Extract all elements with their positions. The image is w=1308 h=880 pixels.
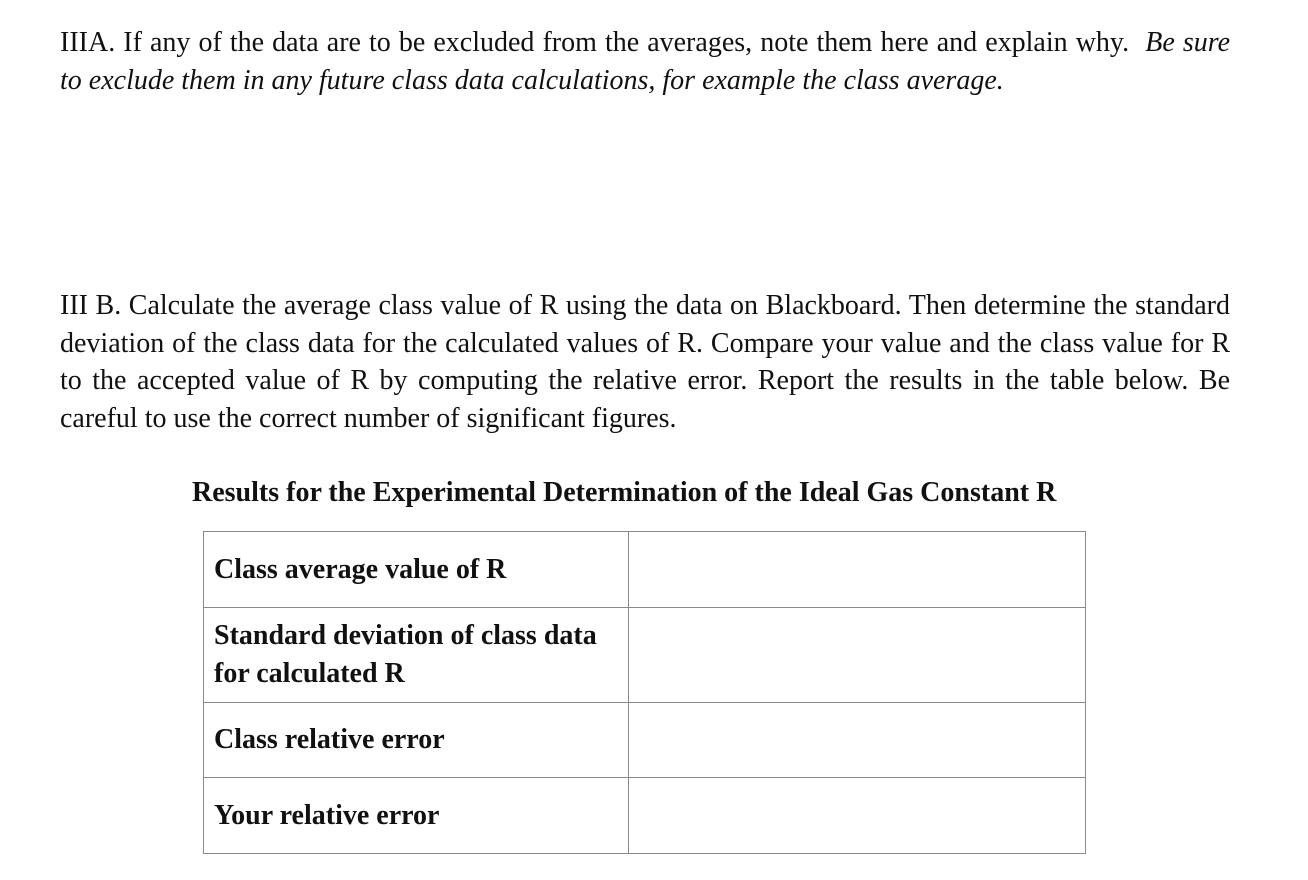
results-table-title: Results for the Experimental Determination of the Ideal Gas Constant R (192, 477, 1057, 508)
answer-cell-class-relative-error[interactable] (628, 703, 1085, 778)
answer-cell-standard-deviation[interactable] (628, 608, 1085, 703)
row-label-your-relative-error: Your relative error (204, 778, 629, 854)
answer-cell-your-relative-error[interactable] (628, 778, 1085, 854)
answer-cell-class-average[interactable] (628, 532, 1085, 608)
row-label-standard-deviation: Standard deviation of class data for calculated R (204, 608, 629, 703)
section-iiia-emphasis: Be sure to exclude them in any future class data calculations, for example the class average. (60, 27, 1231, 96)
results-table (203, 531, 1086, 854)
table-row (204, 532, 1086, 608)
row-label-class-average: Class average value of R (204, 532, 629, 608)
section-iiia-prompt (60, 24, 1230, 99)
table-row (204, 608, 1086, 703)
section-iiib-prompt: III B. Calculate the average class value of R using the data on Blackboard. Then determine the standard deviation of the class data for the calculated values of R. Compare your value and the class value for R to the accepted value of R by computing the relative error. Report the results in the table below. Be careful to use the correct number of significant figures. (60, 290, 1230, 434)
row-label-class-relative-error: Class relative error (204, 703, 629, 778)
table-row (204, 703, 1086, 778)
table-row (204, 778, 1086, 854)
section-iiia-instruction: IIIA. If any of the data are to be excluded from the averages, note them here and explain why. (60, 27, 1130, 58)
